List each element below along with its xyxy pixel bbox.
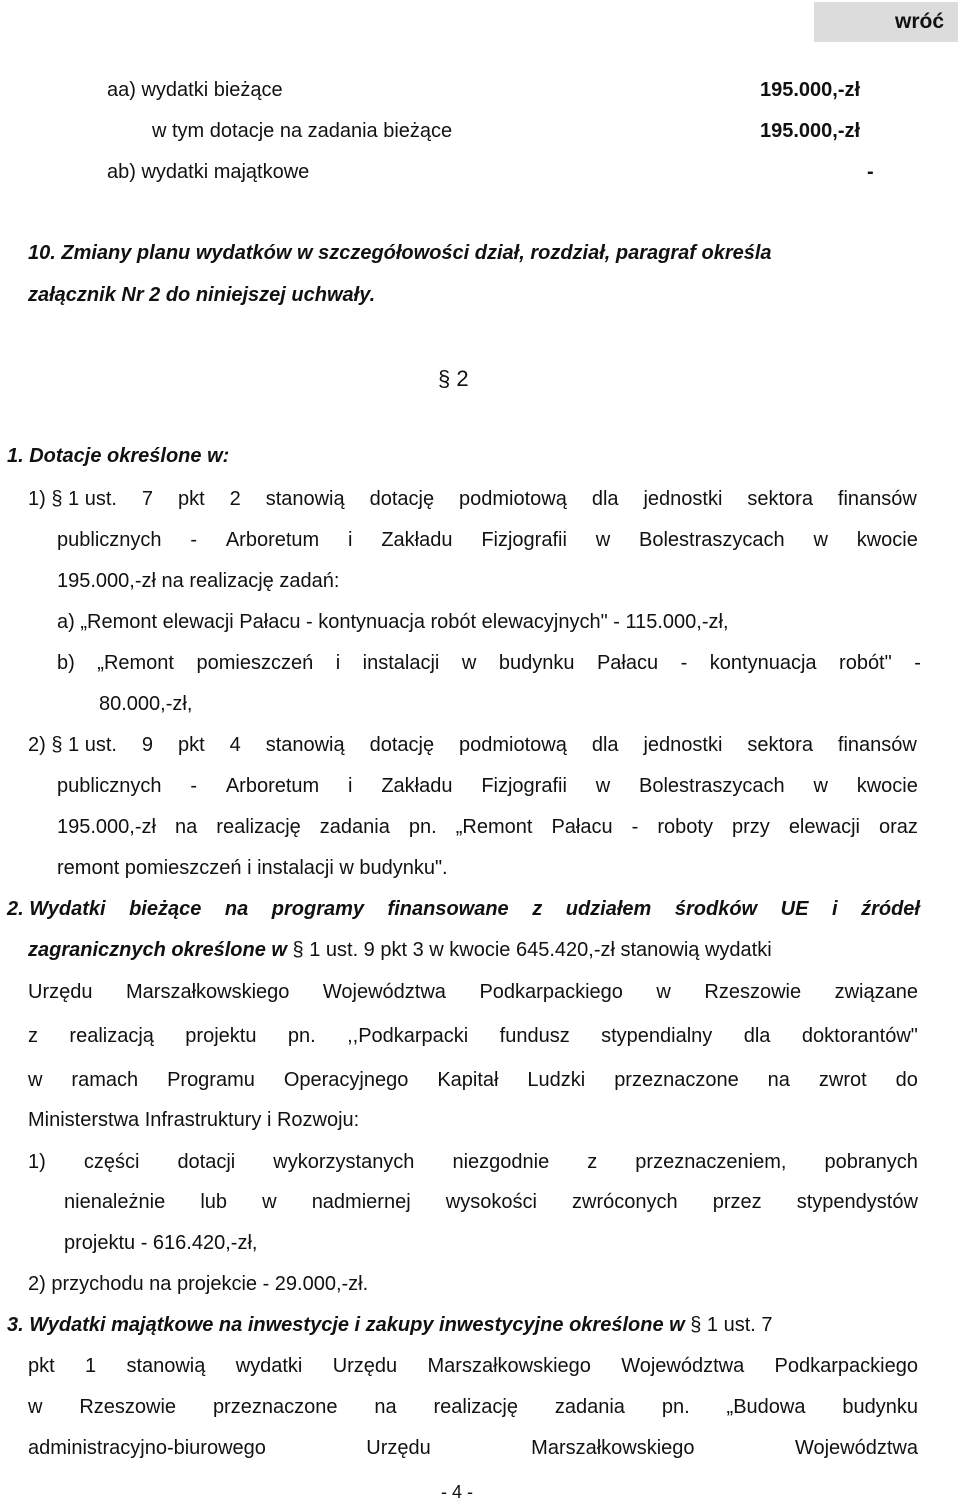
eu-item1-line3: projektu - 616.420,-zł,: [64, 1232, 258, 1254]
word: fundusz: [499, 1025, 570, 1047]
word: w: [656, 981, 671, 1003]
word: zadania: [554, 1396, 625, 1418]
word: pn.: [408, 816, 437, 838]
word: Bolestraszycach: [639, 529, 785, 551]
word: pkt: [177, 488, 205, 510]
word: -: [190, 775, 198, 797]
word: „Remont: [97, 652, 174, 674]
word: przez: [712, 1191, 762, 1213]
eu-line3: [28, 980, 918, 1004]
word: finansowane: [387, 898, 509, 920]
word: kwocie: [856, 775, 918, 797]
word: administracyjno-biurowego: [28, 1437, 266, 1459]
word: „Budowa: [726, 1396, 806, 1418]
word: Marszałkowskiego: [126, 981, 290, 1003]
word: pkt: [28, 1355, 55, 1377]
eu-line6: Ministerstwa Infrastruktury i Rozwoju:: [28, 1109, 360, 1131]
word: w: [461, 652, 477, 674]
word: stypendystów: [796, 1191, 918, 1213]
word: w: [28, 1069, 43, 1091]
word: pkt: [177, 734, 205, 756]
grant1-line3: 195.000,-zł na realizację zadań:: [57, 570, 340, 592]
word: -: [631, 816, 639, 838]
word: z: [28, 1025, 38, 1047]
word: na: [175, 816, 198, 838]
grants-heading: 1. Dotacje określone w:: [7, 445, 230, 467]
word: jednostki: [643, 734, 723, 756]
word: Pałacu: [551, 816, 613, 838]
word: pobranych: [824, 1151, 918, 1173]
word: 9: [141, 734, 154, 756]
word: oraz: [879, 816, 918, 838]
back-button[interactable]: wróć: [814, 2, 958, 42]
point10-line2: załącznik Nr 2 do niniejszej uchwały.: [28, 284, 376, 306]
word: publicznych: [57, 775, 162, 797]
word: stypendialny: [601, 1025, 713, 1047]
word: Rzeszowie: [704, 981, 802, 1003]
word: Bolestraszycach: [639, 775, 785, 797]
word: Województwa: [322, 981, 446, 1003]
word: Arboretum: [225, 775, 320, 797]
word: budynku: [842, 1396, 918, 1418]
word: instalacji: [362, 652, 440, 674]
word: ,,Podkarpacki: [347, 1025, 469, 1047]
word: podmiotową: [459, 488, 567, 510]
grant2-line1: [28, 733, 917, 757]
word: Zakładu: [381, 775, 453, 797]
eu-line2: [28, 938, 772, 962]
word: kwocie: [856, 529, 918, 551]
word: Urzędu: [366, 1437, 431, 1459]
word: Rzeszowie: [79, 1396, 177, 1418]
word: dotację: [369, 488, 435, 510]
word: na: [767, 1069, 790, 1091]
word: Podkarpackiego: [774, 1355, 918, 1377]
grant2-line2: [57, 774, 918, 798]
eu-line1: [7, 897, 920, 921]
word: 2) § 1 ust.: [28, 734, 117, 756]
word: Marszałkowskiego: [531, 1437, 695, 1459]
word: realizacją: [69, 1025, 154, 1047]
word: jednostki: [643, 488, 723, 510]
word: 195.000,-zł: [57, 816, 156, 838]
word: Województwa: [794, 1437, 918, 1459]
word: dla: [591, 734, 619, 756]
word: Kapitał: [437, 1069, 499, 1091]
invest-line2: [28, 1354, 918, 1378]
word: realizację: [433, 1396, 518, 1418]
word: z: [587, 1151, 598, 1173]
word: w: [595, 529, 611, 551]
word: 2. Wydatki: [7, 898, 106, 920]
word: podmiotową: [459, 734, 567, 756]
word: -: [680, 652, 688, 674]
word: finansów: [837, 734, 917, 756]
word: i: [335, 652, 341, 674]
word: pomieszczeń: [196, 652, 314, 674]
word: w: [28, 1396, 43, 1418]
grants-amount: 195.000,-zł: [760, 120, 861, 142]
word: w: [813, 775, 828, 797]
word: b): [57, 652, 75, 674]
word: Fizjografii: [481, 775, 567, 797]
word: 1) § 1 ust.: [28, 488, 117, 510]
word: Marszałkowskiego: [427, 1355, 591, 1377]
capital-expenses-label: ab) wydatki majątkowe: [107, 161, 310, 183]
eu-item1-line2: [64, 1190, 918, 1214]
word: w: [595, 775, 611, 797]
word: stanowią: [265, 734, 345, 756]
word: stanowią: [265, 488, 345, 510]
word: Urzędu: [28, 981, 93, 1003]
word: przeznaczeniem,: [635, 1151, 787, 1173]
word: 2: [229, 488, 241, 510]
invest-line3: [28, 1395, 918, 1419]
invest-line4: [28, 1436, 918, 1460]
word: wykorzystanych: [273, 1151, 415, 1173]
word: w: [813, 529, 828, 551]
word: -: [914, 652, 921, 674]
eu-item1-line1: [28, 1150, 918, 1174]
word: 7: [141, 488, 154, 510]
word: części: [83, 1151, 140, 1173]
word: pn.: [661, 1396, 690, 1418]
word: -: [190, 529, 198, 551]
eu-line2-rest: § 1 ust. 9 pkt 3 w kwocie 645.420,-zł stanowią wydatki: [292, 939, 772, 961]
word: budynku: [498, 652, 575, 674]
word: pn.: [287, 1025, 316, 1047]
word: na: [224, 898, 249, 920]
word: i: [831, 898, 838, 920]
point10-line1: 10. Zmiany planu wydatków w szczegółowości dział, rozdział, paragraf określa: [28, 242, 772, 264]
word: bieżące: [129, 898, 202, 920]
grants-label: w tym dotacje na zadania bieżące: [152, 120, 453, 142]
eu-line5: [28, 1068, 918, 1092]
eu-line2-bold: zagranicznych określone w: [28, 939, 293, 961]
word: i: [348, 775, 353, 797]
word: lub: [200, 1191, 228, 1213]
word: dla: [743, 1025, 771, 1047]
word: UE: [780, 898, 809, 920]
word: sektora: [747, 488, 813, 510]
word: kontynuacja: [709, 652, 817, 674]
word: realizację: [216, 816, 301, 838]
word: 1): [28, 1151, 46, 1173]
word: na: [374, 1396, 397, 1418]
word: Fizjografii: [481, 529, 567, 551]
word: przeznaczone: [614, 1069, 739, 1091]
word: dla: [591, 488, 619, 510]
page-number: - 4 -: [441, 1482, 474, 1502]
word: z: [532, 898, 543, 920]
grant1-task-b-line2: 80.000,-zł,: [99, 693, 193, 715]
word: „Remont: [455, 816, 533, 838]
word: Pałacu: [596, 652, 659, 674]
word: zwrot: [818, 1069, 867, 1091]
word: publicznych: [57, 529, 162, 551]
word: wysokości: [445, 1191, 537, 1213]
word: dotacji: [177, 1151, 236, 1173]
word: robót": [839, 652, 892, 674]
word: ramach: [71, 1069, 139, 1091]
word: zadania: [319, 816, 390, 838]
grant1-line1: [28, 487, 917, 511]
word: wydatki: [235, 1355, 303, 1377]
word: zwróconych: [572, 1191, 678, 1213]
word: doktorantów": [801, 1025, 918, 1047]
word: nienależnie: [64, 1191, 166, 1213]
word: w: [262, 1191, 277, 1213]
grant1-task-a: a) „Remont elewacji Pałacu - kontynuacja robót elewacyjnych" - 115.000,-zł,: [57, 611, 729, 633]
word: 1: [85, 1355, 97, 1377]
current-expenses-amount: 195.000,-zł: [760, 79, 861, 101]
word: projektu: [185, 1025, 257, 1047]
word: programy: [271, 898, 365, 920]
word: Arboretum: [225, 529, 320, 551]
word: środków: [674, 898, 758, 920]
word: źródeł: [861, 898, 920, 920]
word: Zakładu: [381, 529, 453, 551]
grant2-line4: remont pomieszczeń i instalacji w budynku".: [57, 857, 448, 879]
word: związane: [834, 981, 918, 1003]
word: Województwa: [621, 1355, 745, 1377]
invest-line1-bold: 3. Wydatki majątkowe na inwestycje i zakupy inwestycyjne określone w: [7, 1314, 691, 1336]
word: 4: [229, 734, 241, 756]
word: Urzędu: [332, 1355, 398, 1377]
word: nadmiernej: [311, 1191, 411, 1213]
word: finansów: [837, 488, 917, 510]
grant1-line2: [57, 528, 918, 552]
word: elewacji: [788, 816, 860, 838]
word: i: [348, 529, 353, 551]
capital-expenses-amount: -: [867, 161, 874, 183]
word: sektora: [747, 734, 813, 756]
word: stanowią: [126, 1355, 206, 1377]
word: Ludzki: [527, 1069, 586, 1091]
eu-item2: 2) przychodu na projekcie - 29.000,-zł.: [28, 1273, 369, 1295]
word: dotację: [369, 734, 435, 756]
invest-line1-rest: § 1 ust. 7: [690, 1314, 773, 1336]
word: przeznaczone: [212, 1396, 338, 1418]
word: Programu: [167, 1069, 255, 1091]
grant2-line3: [57, 815, 918, 839]
word: udziałem: [565, 898, 652, 920]
word: Operacyjnego: [283, 1069, 409, 1091]
word: niezgodnie: [452, 1151, 550, 1173]
invest-line1: [7, 1313, 773, 1337]
section-mark: § 2: [438, 366, 469, 391]
eu-line4: [28, 1024, 918, 1048]
word: przy: [731, 816, 770, 838]
word: do: [895, 1069, 918, 1091]
grant1-task-b-line1: [57, 651, 921, 675]
word: Podkarpackiego: [479, 981, 623, 1003]
word: roboty: [657, 816, 713, 838]
current-expenses-label: aa) wydatki bieżące: [107, 79, 283, 101]
